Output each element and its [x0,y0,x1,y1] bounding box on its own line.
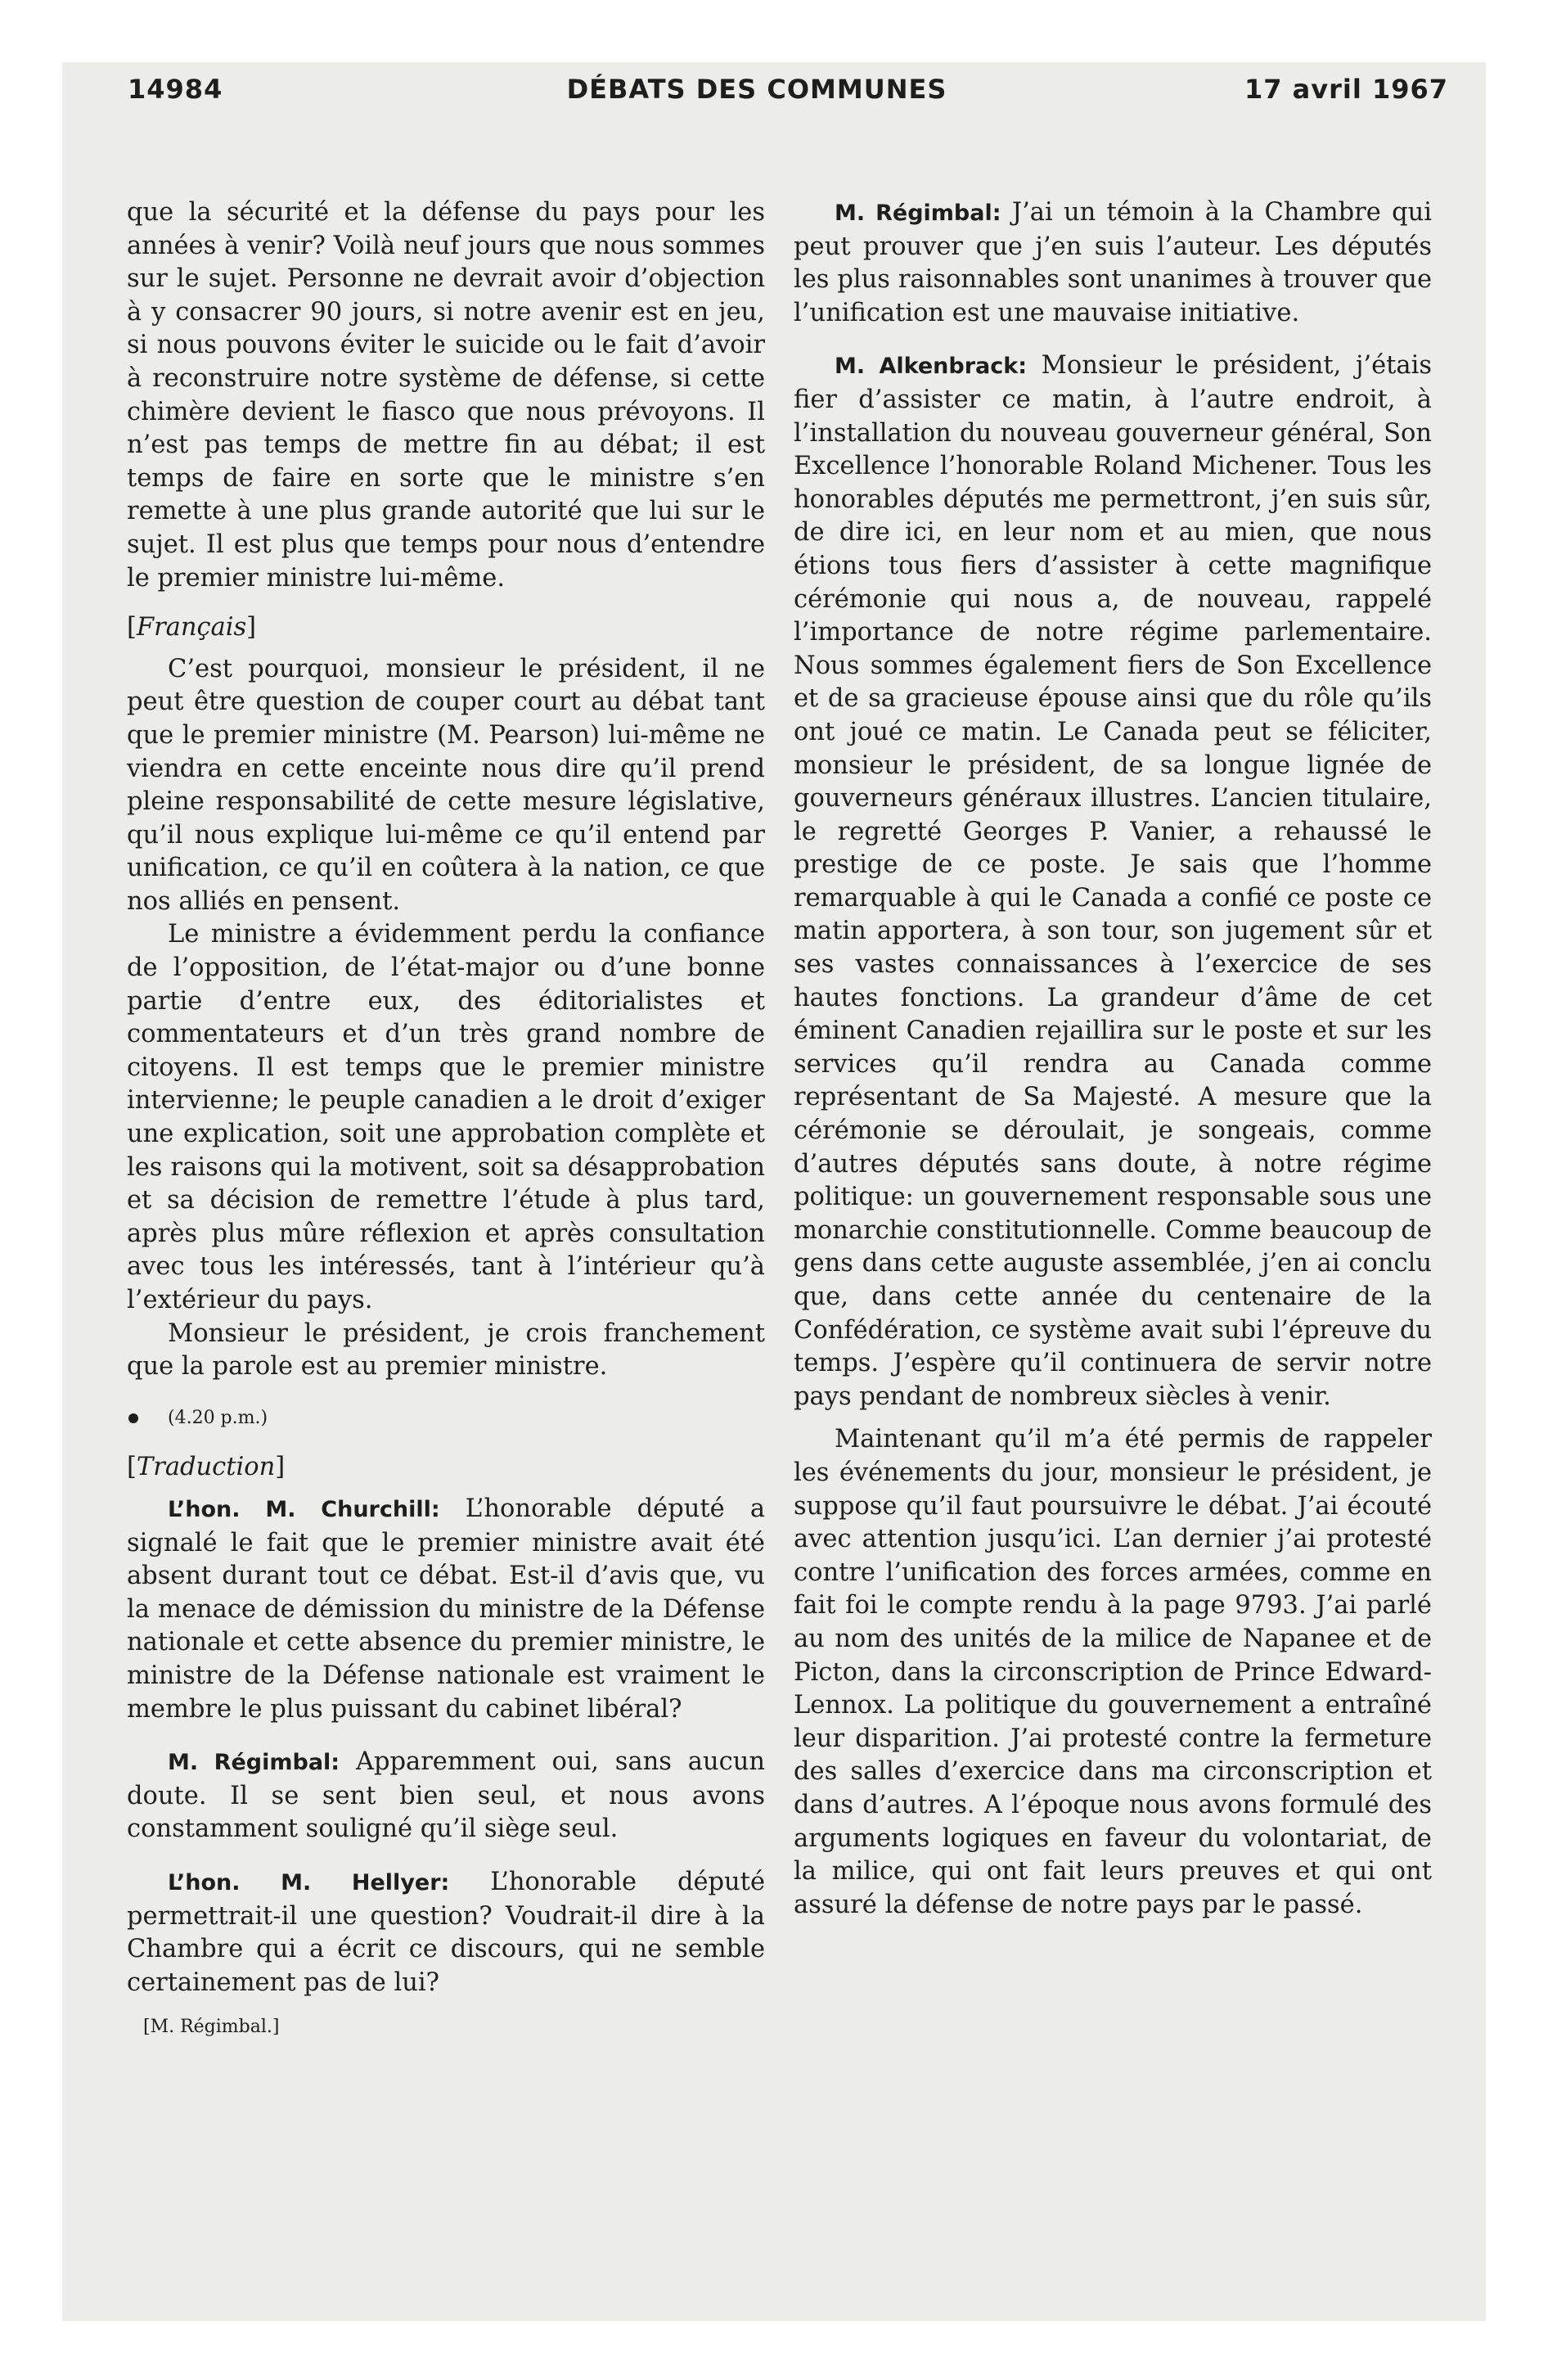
time-label: (4.20 p.m.) [168,1407,268,1428]
page-header [65,74,1448,115]
speaker-name: L’hon. M. Churchill: [168,1496,440,1522]
paragraph: que la sécurité et la défense du pays pour les années à venir? Voilà neuf jours que nous sommes sur le sujet. Personne ne devrait avoir d’objection à y consacrer 90 jours, si notre avenir est en jeu, si nous pouvons éviter le suicide ou le fait d’avoir à reconstruire notre système de défense, si cette chimère devient le fiasco que nous prévoyons. Il n’est pas temps de mettre fin au débat; il est temps de faire en sorte que le ministre s’en remette à une plus grande autorité que lui sur le sujet. Il est plus que temps pour nous d’entendre le premier ministre lui-même. [127,198,765,593]
speaker-name: M. Alkenbrack: [835,354,1027,380]
left-column [127,196,765,2044]
language-marker: [Français] [127,613,257,642]
paragraph: Monsieur le président, je crois franchement que la parole est au premier ministre. [127,1318,765,1382]
language-marker: [Traduction] [127,1453,286,1482]
speech-text: Apparemment oui, sans aucun doute. Il se sent bien seul, et nous avons constamment souligné qu’il siège seul. [127,1747,765,1844]
time-marker [127,1402,765,1436]
speech-text: J’ai un témoin à la Chambre qui peut prouver que j’en suis l’auteur. Les députés les plus raisonnables sont unanimes à trouver que l’unification est une mauvaise initiative. [794,198,1432,327]
speech-text: Monsieur le président, j’étais fier d’assister ce matin, à l’autre endroit, à l’installation du nouveau gouverneur général, Son Excellence l’honorable Roland Michener. Tous les honorables députés me permettront, j’en suis sûr, de dire ici, en leur nom et au mien, que nous étions tous fiers d’assister à cette magnifique cérémonie qui nous a, de nouveau, rappelé l’importance de notre régime parlementaire. Nous sommes également fiers de Son Excellence et de sa gracieuse épouse ainsi que du rôle qu’ils ont joué ce matin. Le Canada peut se féliciter, monsieur le président, de sa longue lignée de gouverneurs généraux illustres. L’ancien titulaire, le regretté Georges P. Vanier, a rehaussé le prestige de ce poste. Je sais que l’homme remarquable à qui le Canada a confié ce poste ce matin apportera, à son tour, son jugement sûr et ses vastes connaissances à l’exercice de ses hautes fonctions. La grandeur d’âme de cet éminent Canadien rejaillira sur le poste et sur les services qu’il rendra au Canada comme représentant de Sa Majesté. A mesure que la cérémonie se déroulait, je songeais, comme d’autres députés sans doute, à notre régime politique: un gouvernement responsable sous une monarchie constitutionnelle. Comme beaucoup de gens dans cette auguste assemblée, j’en ai conclu que, dans cette année du centenaire de la Confédération, ce système avait subi l’épreuve du temps. J’espère qu’il continuera de servir notre pays pendant de nombreux siècles à venir. [794,351,1433,1411]
page-title: DÉBATS DES COMMUNES [566,74,947,105]
page-date: 17 avril 1967 [1244,74,1448,105]
language-label: Français [136,613,247,642]
speech-text: L’honorable député permettrait-il une question? Voudrait-il dire à la Chambre qui a écrit ce discours, qui ne semble certainement pas de lui? [127,1867,765,1997]
speech [127,1493,765,1726]
bullet-icon [128,1413,138,1423]
paragraph: C’est pourquoi, monsieur le président, il ne peut être question de couper court au débat tant que le premier ministre (M. Pearson) lui-même ne viendra en cette enceinte nous dire qu’il prend pleine responsabilité de cette mesure législative, qu’il nous explique lui-même ce qu’il entend par unification, ce qu’il en coûtera à la nation, ce que nos alliés en pensent. [127,654,765,916]
speech [794,349,1432,1413]
speech [794,196,1432,330]
speaker-name: M. Régimbal: [835,201,1001,226]
running-footer: [M. Régimbal.] [143,2017,280,2038]
page-number: 14984 [128,74,223,105]
speech [127,1866,765,1999]
language-label: Traduction [136,1453,276,1482]
paragraph: Maintenant qu’il m’a été permis de rappeler les événements du jour, monsieur le président, je suppose qu’il faut poursuivre le débat. J’ai écouté avec attention jusqu’ici. L’an dernier j’ai protesté contre l’unification des forces armées, comme en fait foi le compte rendu à la page 9793. J’ai parlé au nom des unités de la milice de Napanee et de Picton, dans la circonscription de Prince Edward-Lennox. La politique du gouvernement a entraîné leur disparition. J’ai protesté contre la fermeture des salles d’exercice dans ma circonscription et dans d’autres. A l’époque nous avons formulé des arguments logiques en faveur du volontariat, de la milice, qui ont fait leurs preuves et qui ont assuré la défense de notre pays par le passé. [794,1425,1432,1919]
speech-text: L’honorable député a signalé le fait que le premier ministre avait été absent durant tout ce débat. Est-il d’avis que, vu la menace de démission du ministre de la Défense nationale et cette absence du premier ministre, le ministre de la Défense nationale est vraiment le membre le plus puissant du cabinet libéral? [127,1494,765,1724]
speaker-name: L’hon. M. Hellyer: [168,1869,450,1895]
paragraph: Le ministre a évidemment perdu la confiance de l’opposition, de l’état-major ou d’une bonne partie d’entre eux, des éditorialistes et commentateurs et d’un très grand nombre de citoyens. Il est temps que le premier ministre intervienne; le peuple canadien a le droit d’exiger une explication, soit une approbation complète et les raisons qui la motivent, soit sa désapprobation et sa décision de remettre l’étude à plus tard, après plus mûre réflexion et après consultation avec tous les intéressés, tant à l’intérieur qu’à l’extérieur du pays. [127,920,765,1314]
speaker-name: M. Régimbal: [168,1750,340,1776]
speech [127,1746,765,1846]
right-column [794,196,1432,1922]
